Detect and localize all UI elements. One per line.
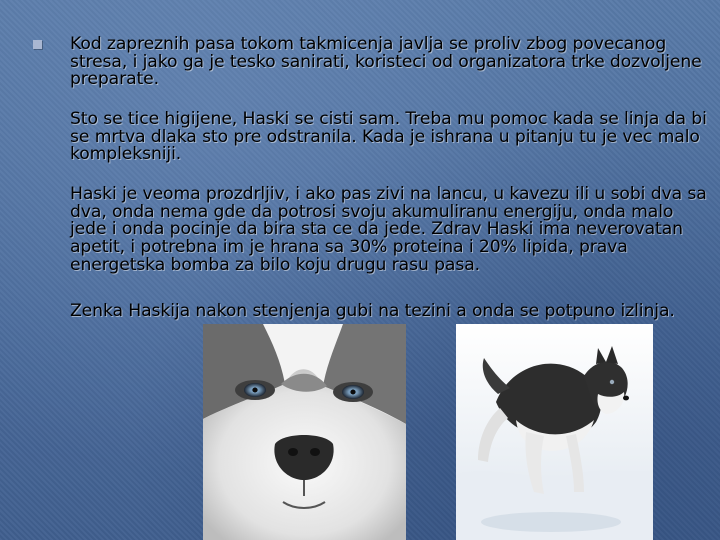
paragraph-hygiene: Sto se tice higijene, Haski se cisti sam. Treba mu pomoc kada se linja da bi se mrtva dlaka sto pre odstranila. Kada je ishrana u pitanju tu je vec malo kompleksniji. (70, 109, 707, 165)
paragraph-diarrhea: Kod zapreznih pasa tokom takmicenja javlja se proliv zbog povecanog stresa, i jako ga je tesko sanirati, koristeci od organizatora trke dozvoljene preparate. (70, 34, 702, 90)
husky-jumping-snow-photo (456, 324, 653, 540)
paragraph-appetite: Haski je veoma prozdrljiv, i ako pas zivi na lancu, u kavezu ili u sobi dva sa dva, onda nema gde da potrosi svoju akumuliranu energiju, onda malo jede i onda pocinje da bira sta ce da jede. Zdrav Haski ima neverovatan apetit, i potrebna im je hrana sa 30% proteina i 20% lipida, prava energetska bomba za bilo koju drugu rasu pasa. (70, 184, 707, 275)
paragraph-female-shedding: Zenka Haskija nakon stenjenja gubi na tezini a onda se potpuno izlinja. (70, 301, 675, 321)
square-bullet-icon (33, 40, 42, 49)
husky-face-photo (203, 324, 406, 540)
